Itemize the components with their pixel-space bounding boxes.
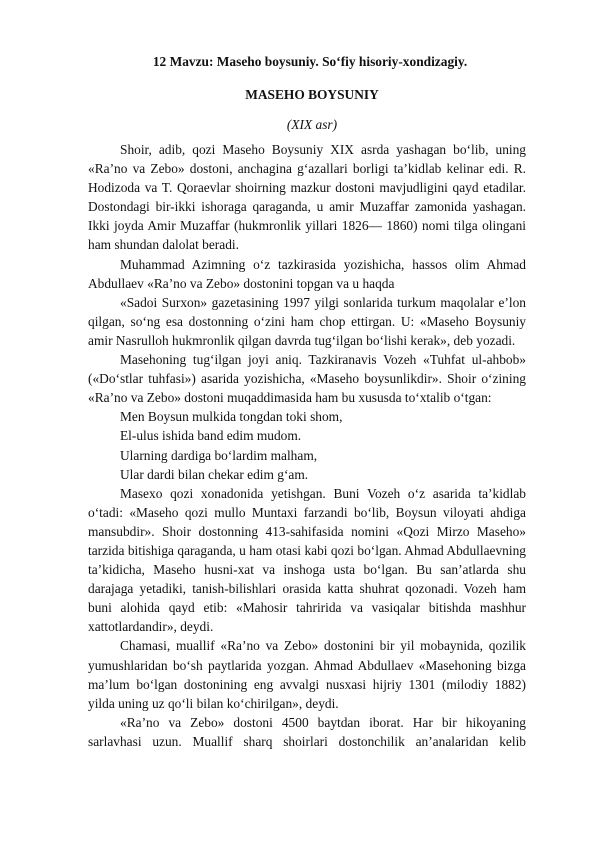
paragraph: Muhammad Azimning o‘z tazkirasida yozishicha, hassos olim Ahmad Abdullaev «Ra’no va Zebo» dostonini topgan va u haqda [88, 256, 526, 291]
paragraph: Chamasi, muallif «Ra’no va Zebo» dostonini bir yil mobaynida, qozilik yumushlaridan bo‘sh paytlarida yozgan. Ahmad Abdullaev «Masehoning bizga ma’lum bo‘lgan dostonining eng avvalgi nusxasi hijriy 1301 (milodiy 1882) yilda uning uz qo‘li bilan ko‘chirilgan», deydi. [88, 638, 526, 711]
paragraph: «Ra’no va Zebo» dostoni 4500 baytdan iborat. Har bir hikoyaning sarlavhasi uzun. Muallif sharq shoirlari dostonchilik an’analaridan kelib [88, 714, 526, 749]
section-title: MASEHO BOYSUNIY [245, 87, 379, 102]
verse-line: El-ulus ishida band edim mudom. [120, 428, 302, 444]
verse-line: Ularning dardiga bo‘lardim malham, [120, 447, 318, 463]
verse-line: Ular dardi bilan chekar edim g‘am. [120, 466, 309, 482]
paragraph: Shoir, adib, qozi Maseho Boysuniy XIX asrda yashagan bo‘lib, uning «Ra’no va Zebo» dostoni, anchagina g‘azallari borligi ta’kidlab kelinar edi. R. Hodizoda va T. Qoraevlar shoirning mazkur dostoni mavjudligini qayd etadilar. Dostondagi bir-ikki ishoraga qaraganda, u amir Muzaffar zamonida yashagan. Ikki joyda Amir Muzaffar (hukmronlik yillari 1826— 1860) nomi tilga olingani ham shundan dalolat beradi. [88, 142, 526, 253]
paragraph: «Sadoi Surxon» gazetasining 1997 yilgi sonlarida turkum maqolalar e’lon qilgan, so‘ng esa dostonning o‘zini ham chop ettirgan. U: «Maseho Boysuniy amir Nasrulloh hukmronlik qilgan davrda tug‘ilgan bo‘lishi kerak», deb yozadi. [88, 294, 526, 348]
verse-line: Men Boysun mulkida tongdan toki shom, [120, 409, 343, 425]
paragraph: Masexo qozi xonadonida yetishgan. Buni Vozeh o‘z asarida ta’kidlab o‘tadi: «Maseho qozi mullo Muntaxi farzandi bo‘lib, Boysun viloyati ahdiga mansubdir». Shoir dostonning 413-sahifasida nomini «Qozi Mirzo Maseho» tarzida bitishiga qaraganda, u ham otasi kabi qozi bo‘lgan. Ahmad Abdullaevning ta’kidicha, Maseho husni-xat va inshoga usta bo‘lgan. Bu san’atlarda shu darajaga yetadiki, tanish-bilishlari orasida katta shuhrat qozonadi. Vozeh ham buni alohida qayd etib: «Mahosir tahririda va vasiqalar bitishda mashhur xattotlardandir», deydi. [88, 485, 526, 635]
document-body [88, 140, 526, 751]
century-note: (XIX asr) [286, 117, 338, 132]
topic-title: 12 Mavzu: Maseho boysuniy. So‘fiy hisoriy-xondizagiy. [152, 54, 468, 69]
paragraph: Masehoning tug‘ilgan joyi aniq. Tazkiranavis Vozeh «Tuhfat ul-ahbob» («Do‘stlar tuhfasi») asarida yozishicha, «Maseho boysunlikdir». Shoir o‘zining «Ra’no va Zebo» dostoni muqaddimasida ham bu xususda to‘xtalib o‘tgan: [88, 352, 526, 406]
